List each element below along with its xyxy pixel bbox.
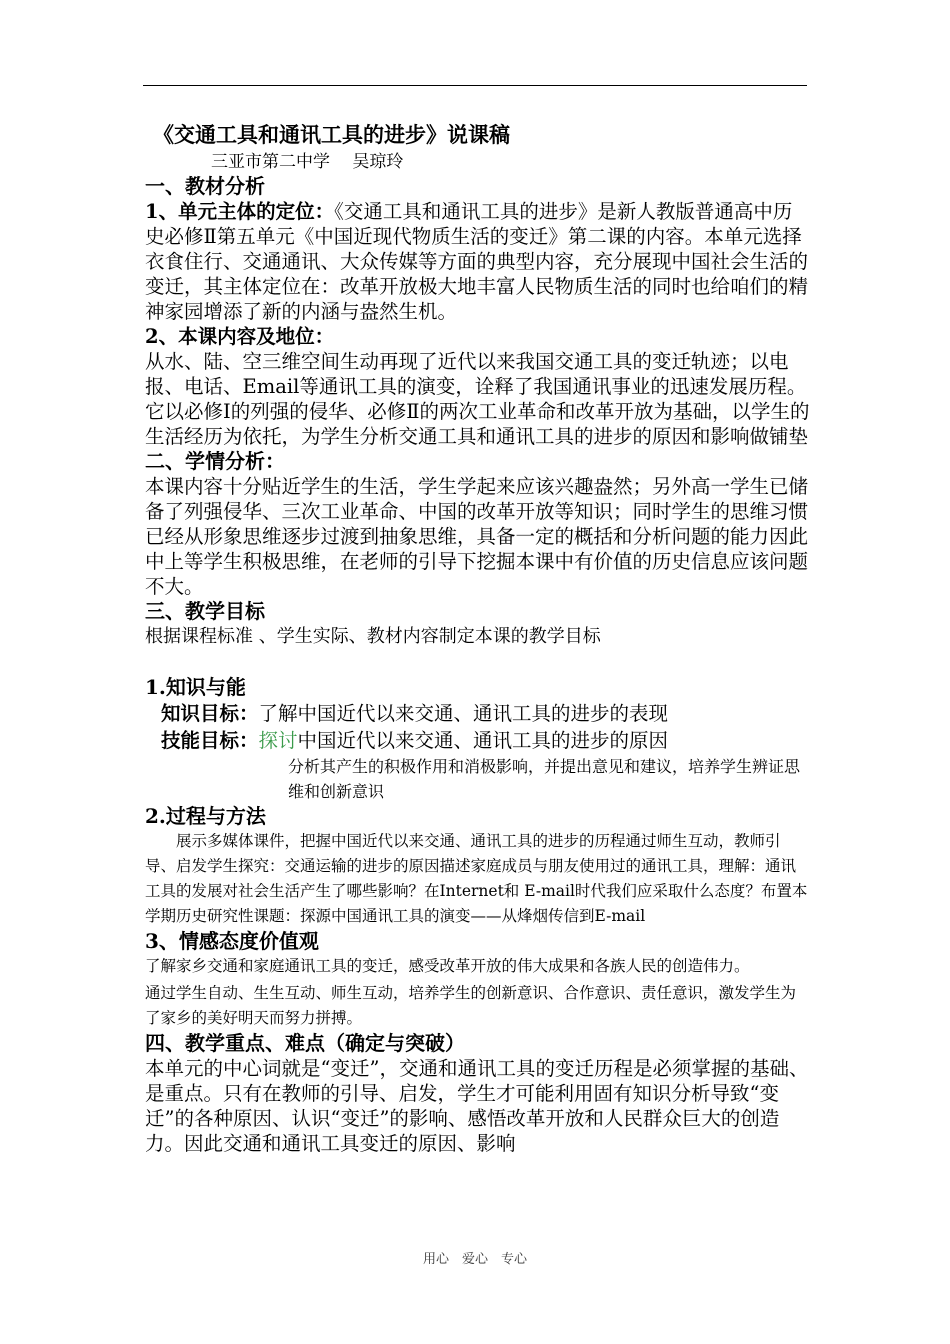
- doc-title: 《交通工具和通讯工具的进步》说课稿: [153, 122, 510, 147]
- header-rule: [143, 85, 807, 86]
- doc-author: 三亚市第二中学 吴琼玲: [211, 152, 404, 172]
- goal1-knowledge-text: 了解中国近代以来交通、通讯工具的进步的表现: [258, 702, 669, 725]
- goal3-text-2: 通过学生自动、生生互动、师生互动，培养学生的创新意识、合作意识、责任意识，激发学生为了家乡的美好明天而努力拼搏。: [145, 984, 797, 1027]
- section1-1-paragraph: [145, 199, 810, 324]
- section2-text: 本课内容十分贴近学生的生活，学生学起来应该兴趣盎然；另外高一学生已储备了列强侵华、三次工业革命、中国的改革开放等知识；同时学生的思维习惯已经从形象思维逐步过渡到抽象思维，具备一定的概括和分析问题的能力因此中上等学生积极思维，在老师的引导下挖掘本课中有价值的历史信息应该问题不大。: [145, 475, 809, 598]
- section1-2-text: 从水、陆、空三维空间生动再现了近代以来我国交通工具的变迁轨迹；以电报、电话、Email等通讯工具的演变，诠释了我国通讯事业的迅速发展历程。它以必修Ⅰ的列强的侵华、必修Ⅱ的两次工业革命和改革开放为基础，以学生的生活经历为依托，为学生分析交通工具和通讯工具的进步的原因和影响做铺垫: [145, 350, 810, 448]
- goal1-knowledge-label: 知识目标：: [161, 702, 259, 725]
- goal1-skill-highlight: 探讨: [258, 729, 298, 752]
- goal1-knowledge: [145, 700, 810, 727]
- goal1-skill-text: 中国近代以来交通、通讯工具的进步的原因: [297, 729, 669, 752]
- section3-intro: 根据课程标准 、学生实际、教材内容制定本课的教学目标: [145, 626, 601, 647]
- section1-2-label: 2、本课内容及地位：: [145, 325, 335, 348]
- section4-text: 本单元的中心词就是“变迁”，交通和通讯工具的变迁历程是必须掌握的基础、是重点。只有在教师的引导、启发，学生才可能利用固有知识分析导致“变迁”的各种原因、认识“变迁”的影响、感悟改革开放和人民群众巨大的创造力。因此交通和通讯工具变迁的原因、影响: [145, 1057, 809, 1155]
- section4-heading: 四、教学重点、难点（确定与突破）: [145, 1031, 465, 1055]
- section3-heading: 三、教学目标: [145, 599, 265, 623]
- spacer: [145, 649, 810, 675]
- goal1-skill: [145, 727, 810, 754]
- goal2-text: 展示多媒体课件，把握中国近代以来交通、通讯工具的进步的历程通过师生互动，教师引导、启发学生探究：交通运输的进步的原因描述家庭成员与朋友使用过的通讯工具，理解：通讯工具的发展对社会生活产生了哪些影响？在Internet和 E-mail时代我们应采取什么态度？布置本学期历史研究性课题：探源中国通讯工具的演变——从烽烟传信到E-mail: [145, 832, 808, 925]
- section1-1-text: 《交通工具和通讯工具的进步》是新人教版普通高中历史必修Ⅱ第五单元《中国近现代物质生活的变迁》第二课的内容。本单元选择衣食住行、交通通讯、大众传媒等方面的典型内容，充分展现中国社会生活的变迁，其主体定位在：改革开放极大地丰富人民物质生活的同时也给咱们的精神家园增添了新的内涵与盎然生机。: [145, 200, 809, 323]
- goal2-heading: 2.过程与方法: [145, 804, 266, 828]
- section1-1-label: 1、单元主体的定位：: [145, 200, 335, 223]
- section1-heading: 一、教材分析: [145, 174, 265, 198]
- goal1-skill-more: 分析其产生的积极作用和消极影响，并提出意见和建议，培养学生辨证思维和创新意识: [288, 757, 801, 801]
- goal1-heading: 1.知识与能: [145, 675, 246, 699]
- section2-heading: 二、学情分析：: [145, 449, 285, 473]
- document-body: [145, 120, 810, 1156]
- goal3-text-1: 了解家乡交通和家庭通讯工具的变迁，感受改革开放的伟大成果和各族人民的创造伟力。: [145, 957, 750, 975]
- goal3-heading: 3、情感态度价值观: [145, 929, 319, 953]
- page-footer: 用心 爱心 专心: [422, 1252, 527, 1267]
- goal1-skill-label: 技能目标：: [161, 729, 259, 752]
